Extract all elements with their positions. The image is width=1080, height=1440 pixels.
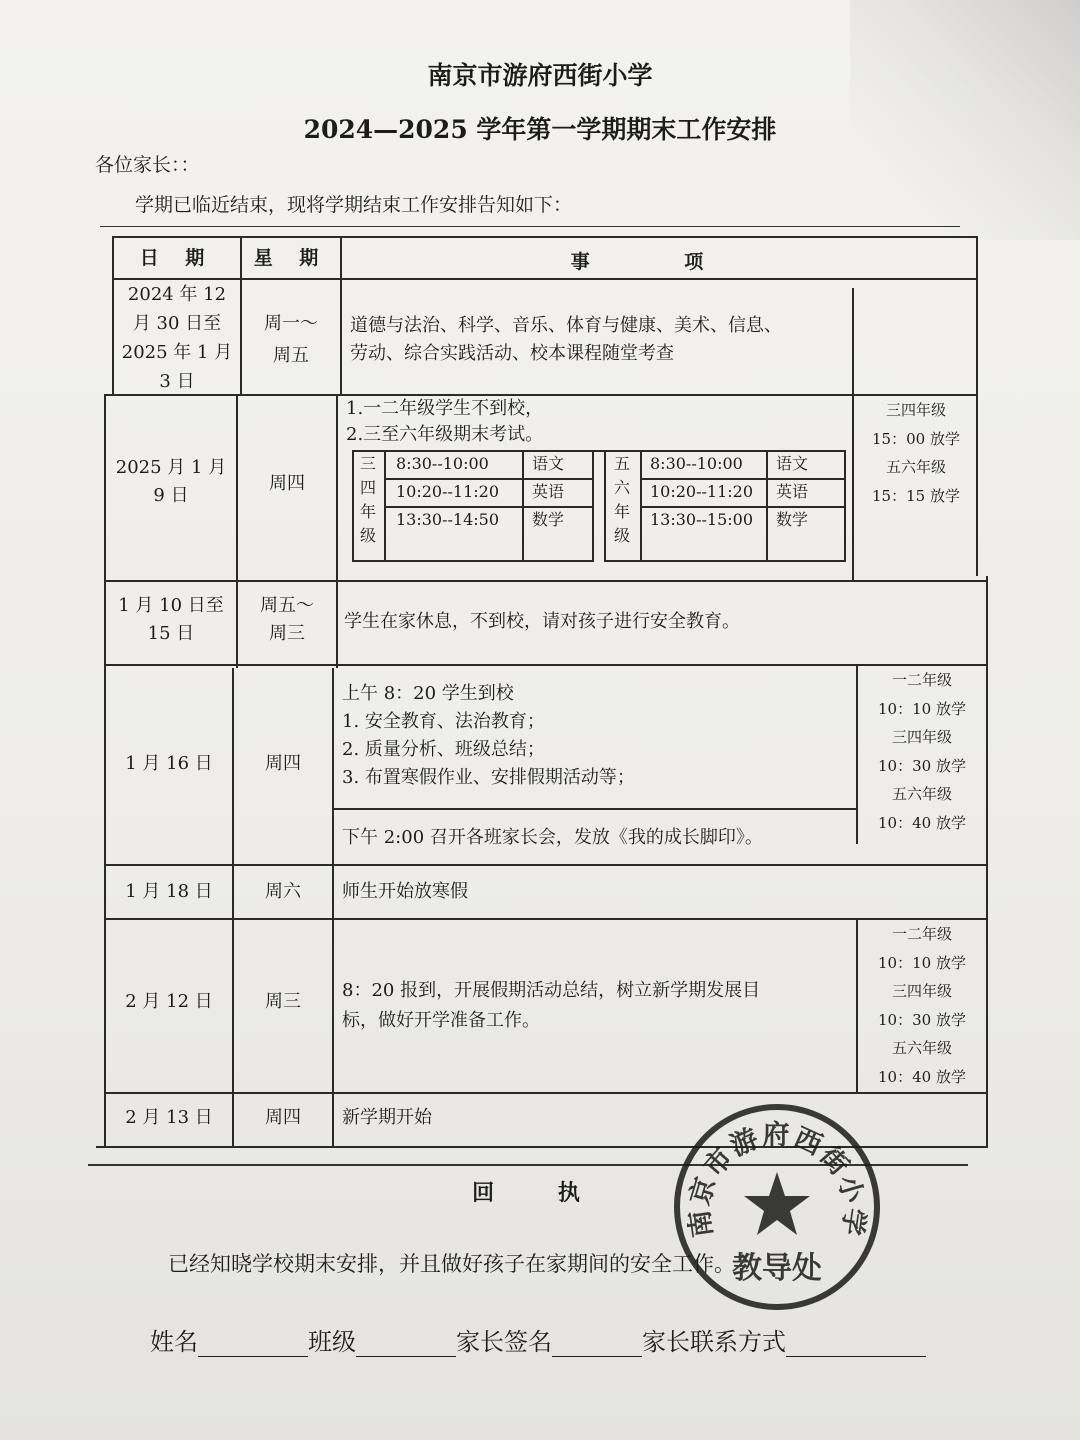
receipt-title: 回 执	[472, 1180, 608, 1206]
header-item: 事 项	[570, 251, 748, 273]
row4-note-line: 三四年级	[891, 728, 952, 746]
row1-item-line: 劳动、综合实践活动、校本课程随堂考查	[350, 343, 674, 364]
row6-note-line: 一二年级	[891, 925, 952, 943]
row6-note-line: 10：10 放学	[878, 953, 966, 972]
row4-item-line: 3. 布置寒假作业、安排假期活动等；	[342, 767, 635, 788]
row4-note	[858, 666, 986, 837]
row7-item: 新学期开始	[342, 1107, 432, 1128]
exam-subject: 语文	[776, 454, 809, 473]
row6-note-line: 五六年级	[891, 1039, 952, 1057]
exam-time: 13:30--14:50	[396, 510, 500, 529]
header-date: 日 期	[139, 247, 215, 269]
schedule-table	[96, 236, 988, 1148]
row4-note-line: 五六年级	[891, 785, 952, 803]
exam-time: 13:30--15:00	[650, 510, 754, 529]
row4-note-line: 10：10 放学	[878, 699, 966, 718]
col-divider-2b	[336, 396, 338, 668]
row2-note-line: 15：15 放学	[872, 486, 960, 505]
col-divider-1c	[232, 668, 234, 1148]
row-divider-3	[104, 664, 986, 666]
contact-label: 家长联系方式	[642, 1328, 786, 1356]
row1-weekday-line: 周五	[273, 345, 309, 366]
row6-weekday: 周三	[265, 991, 301, 1012]
row-divider-5	[104, 918, 986, 920]
row-divider-header	[112, 278, 978, 280]
row5-weekday: 周六	[265, 881, 301, 902]
row2-date	[106, 454, 236, 510]
note-divider-r1	[852, 288, 854, 396]
svg-text:南京市游府西街小学: 南京市游府西街小学	[683, 1120, 871, 1240]
exam-grade-right: 五六年级	[613, 454, 630, 545]
name-label: 姓名	[150, 1328, 198, 1356]
top-rule	[100, 226, 960, 227]
document-title: 2024—2025 学年第一学期期末工作安排	[303, 115, 777, 144]
row6-note	[858, 920, 986, 1091]
row4-note-line: 一二年级	[891, 671, 952, 689]
exam-subject: 数学	[532, 510, 565, 529]
row1-date	[114, 280, 240, 396]
row4-item	[342, 680, 852, 792]
row3-date-line: 1 月 10 日至	[118, 595, 224, 616]
row7-date: 2 月 13 日	[125, 1107, 213, 1128]
exam-schedule	[352, 450, 846, 562]
row6-item-line: 8：20 报到，开展假期活动总结，树立新学期发展目	[342, 980, 761, 1001]
exam-time: 10:20--11:20	[650, 482, 754, 501]
exam-subject: 英语	[776, 482, 809, 501]
row1-date-line: 3 日	[159, 371, 195, 392]
class-label: 班级	[308, 1328, 356, 1356]
row6-note-line: 10：30 放学	[878, 1010, 966, 1029]
row1-date-line: 月 30 日至	[132, 313, 222, 334]
header-weekday: 星 期	[253, 247, 329, 269]
col-divider-2c	[332, 668, 334, 1148]
name-field[interactable]	[198, 1330, 308, 1357]
row1-date-line: 2024 年 12	[127, 284, 227, 305]
row2-note-line: 三四年级	[885, 401, 946, 419]
row2-note-line: 15：00 放学	[872, 429, 960, 448]
row1-item	[350, 312, 850, 368]
receipt-fields	[150, 1322, 926, 1357]
row-divider-6	[104, 1092, 986, 1094]
row1-date-line: 2025 年 1 月	[121, 342, 233, 363]
row3-weekday	[238, 592, 336, 648]
row4-date: 1 月 16 日	[125, 753, 213, 774]
row7-weekday: 周四	[265, 1107, 301, 1128]
row6-item-line: 标，做好开学准备工作。	[342, 1010, 540, 1031]
exam-time: 8:30--10:00	[396, 454, 489, 473]
school-name: 南京市游府西街小学	[427, 61, 653, 90]
table-border-right-b	[986, 576, 988, 1148]
row6-item	[342, 976, 858, 1036]
exam-time: 10:20--11:20	[396, 482, 500, 501]
row4-note-line: 10：30 放学	[878, 756, 966, 775]
row-divider-4-split	[332, 808, 856, 810]
row2-date-line: 2025 月 1 月	[115, 457, 227, 478]
exam-subject: 数学	[776, 510, 809, 529]
row6-date: 2 月 12 日	[125, 991, 213, 1012]
signature-label: 家长签名	[456, 1328, 552, 1356]
class-field[interactable]	[356, 1330, 456, 1357]
row-divider-2	[104, 580, 986, 582]
row1-item-line: 道德与法治、科学、音乐、体育与健康、美术、信息、	[350, 315, 782, 336]
row3-weekday-line: 周三	[269, 623, 305, 644]
row5-date: 1 月 18 日	[125, 881, 213, 902]
signature-field[interactable]	[552, 1330, 642, 1357]
row6-note-line: 10：40 放学	[878, 1067, 966, 1086]
exam-subject: 语文	[532, 454, 565, 473]
row4-item-line: 上午 8：20 学生到校	[342, 683, 514, 704]
row2-note	[854, 396, 978, 510]
row4-note-line: 10：40 放学	[878, 813, 966, 832]
row3-date-line: 15 日	[147, 623, 195, 644]
svg-text:教导处: 教导处	[732, 1251, 822, 1286]
row4-item-line: 1. 安全教育、法治教育；	[342, 711, 545, 732]
intro-text: 学期已临近结束，现将学期结束工作安排告知如下：	[135, 194, 573, 216]
row2-weekday: 周四	[269, 473, 305, 494]
row6-note-line: 三四年级	[891, 982, 952, 1000]
row4-weekday: 周四	[265, 753, 301, 774]
row2-item-line: 1.一二年级学生不到校，	[346, 398, 544, 419]
exam-time: 8:30--10:00	[650, 454, 743, 473]
greeting: 各位家长：：	[95, 154, 200, 176]
contact-field[interactable]	[786, 1330, 926, 1357]
row3-date	[106, 592, 236, 648]
row2-item	[346, 396, 846, 448]
row4-item-pm: 下午 2:00 召开各班家长会，发放《我的成长脚印》。	[342, 827, 763, 848]
row2-note-line: 五六年级	[885, 458, 946, 476]
row1-weekday-line: 周一～	[264, 313, 318, 334]
row1-weekday	[242, 308, 340, 372]
exam-grade-left: 三四年级	[359, 454, 376, 545]
exam-subject: 英语	[532, 482, 565, 501]
row5-item: 师生开始放寒假	[342, 881, 468, 902]
row3-item: 学生在家休息，不到校，请对孩子进行安全教育。	[344, 611, 740, 632]
seal-star-icon	[744, 1172, 810, 1235]
row-divider-4	[104, 864, 986, 866]
row3-weekday-line: 周五～	[260, 595, 314, 616]
official-seal	[672, 1102, 882, 1312]
row2-date-line: 9 日	[153, 485, 189, 506]
row2-item-line: 2.三至六年级期末考试。	[346, 424, 544, 445]
receipt-text: 已经知晓学校期末安排，并且做好孩子在家期间的安全工作。	[168, 1252, 735, 1276]
row4-item-line: 2. 质量分析、班级总结；	[342, 739, 545, 760]
